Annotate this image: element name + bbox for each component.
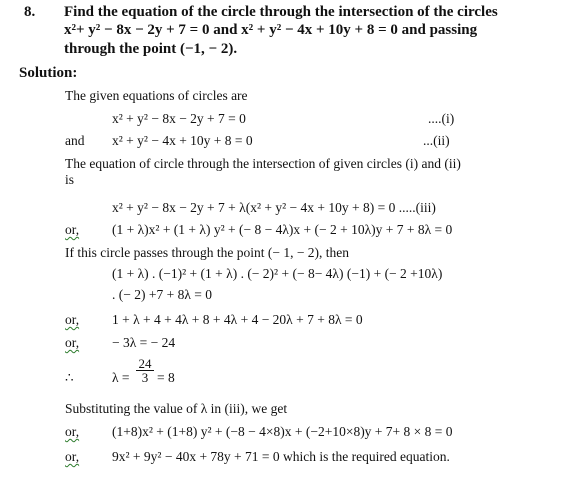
question-line-3: through the point (−1, − 2).: [64, 41, 238, 57]
question-number: 8.: [24, 4, 36, 20]
equation-3: x² + y² − 8x − 2y + 7 + λ(x² + y² − 4x + 10y + 8) = 0 .....(iii): [112, 200, 436, 215]
lambda-fraction: [136, 357, 154, 384]
fraction-denominator: 3: [141, 370, 149, 385]
substituting-text: Substituting the value of λ in (iii), we get: [65, 401, 288, 416]
equation-5: 1 + λ + 4 + 4λ + 8 + 4λ + 4 − 20λ + 7 + 8λ = 0: [112, 312, 363, 327]
or-label-3: or,: [65, 335, 80, 350]
equation-4: (1 + λ)x² + (1 + λ) y² + (− 8 − 4λ)x + (− 2 + 10λ)y + 7 + 8λ = 0: [112, 222, 453, 237]
solution-heading: Solution:: [19, 65, 78, 81]
or-label-1: or,: [65, 222, 80, 237]
lambda-value: = 8: [157, 370, 175, 385]
equation-8: 9x² + 9y² − 40x + 78y + 71 = 0 which is the required equation.: [112, 449, 450, 464]
equation-2: x² + y² − 4x + 10y + 8 = 0: [112, 133, 253, 148]
therefore-symbol: ∴: [65, 370, 74, 385]
or-label-5: or,: [65, 449, 80, 464]
question-line-2: x²+ y² − 8x − 2y + 7 = 0 and x² + y² − 4x + 10y + 8 = 0 and passing: [64, 22, 478, 38]
equation-2-tag: ...(ii): [423, 133, 450, 148]
equation-7: (1+8)x² + (1+8) y² + (−8 − 4×8)x + (−2+10×8)y + 7+ 8 × 8 = 0: [112, 424, 453, 439]
equation-1-tag: ....(i): [428, 111, 455, 126]
given-text: The given equations of circles are: [65, 88, 248, 103]
equation-1: x² + y² − 8x − 2y + 7 = 0: [112, 111, 246, 126]
equation-6: − 3λ = − 24: [112, 335, 176, 350]
intersection-text: The equation of circle through the intersection of given circles (i) and (ii): [65, 156, 461, 171]
lambda-equals: λ =: [112, 370, 130, 385]
fraction-numerator: 24: [136, 357, 154, 371]
and-label: and: [65, 133, 85, 148]
substitution-line-1: (1 + λ) . (−1)² + (1 + λ) . (− 2)² + (− 8− 4λ) (−1) + (− 2 +10λ): [112, 266, 443, 281]
or-label-2: or,: [65, 312, 80, 327]
intersection-text-cont: is: [65, 172, 75, 187]
question-line-1: Find the equation of the circle through the intersection of the circles: [64, 4, 498, 20]
passes-text: If this circle passes through the point (− 1, − 2), then: [65, 245, 350, 260]
substitution-line-2: . (− 2) +7 + 8λ = 0: [112, 287, 212, 302]
or-label-4: or,: [65, 424, 80, 439]
